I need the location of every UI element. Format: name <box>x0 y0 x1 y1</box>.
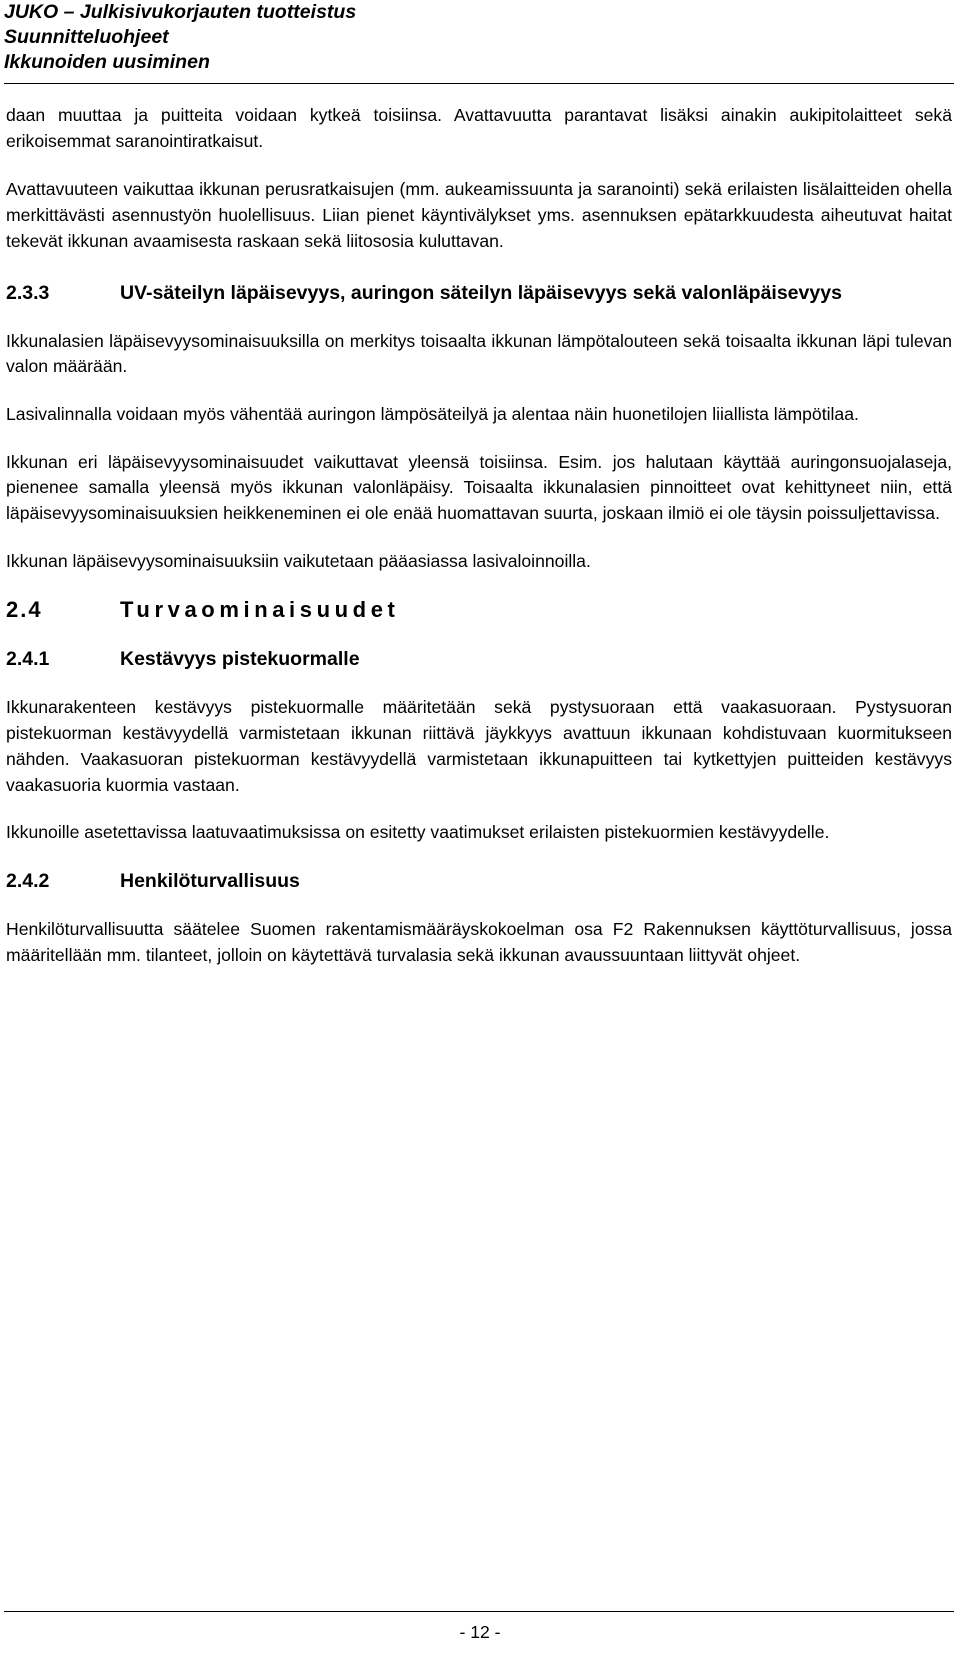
document-body <box>6 103 952 968</box>
section-number: 2.4 <box>6 597 43 623</box>
header-divider <box>4 83 954 84</box>
section-heading-2-4-2 <box>6 868 952 895</box>
section-heading-2-4 <box>6 596 952 624</box>
section-title: UV-säteilyn läpäisevyys, auringon säteilyn läpäisevyys sekä valonläpäisevyys <box>120 281 842 304</box>
section-number: 2.3.3 <box>6 281 50 304</box>
header-project-title: JUKO – Julkisivukorjauten tuotteistus <box>4 1 357 23</box>
section-heading-2-4-1 <box>6 646 952 673</box>
paragraph-avattavuus-factors: Avattavuuteen vaikuttaa ikkunan perusratkaisujen (mm. aukeamissuunta ja saranointi) sekä erilaisten lisälaitteiden ohella merkittävästi asennustyön huolellisuus. Liian pienet käyntivälykset yms. asennuksen epätarkkuudesta aiheutuvat haitat tekevät ikkunan avaamisesta raskaan sekä liitososia kuluttavan. <box>6 179 952 251</box>
header-subtitle: Suunnitteluohjeet <box>4 26 169 48</box>
footer-divider <box>4 1611 954 1612</box>
section-title: Turvaominaisuudet <box>120 597 400 623</box>
section-title: Henkilöturvallisuus <box>120 869 300 892</box>
paragraph-lasivalinta: Lasivalinnalla voidaan myös vähentää auringon lämpösäteilyä ja alentaa näin huonetilojen liiallista lämpötilaa. <box>6 403 859 424</box>
paragraph-laatuvaatimukset: Ikkunoille asetettavissa laatuvaatimuksissa on esitetty vaatimukset erilaisten pistekuormien kestävyydelle. <box>6 822 830 843</box>
paragraph-lapaisevyys-relations: Ikkunan eri läpäisevyysominaisuudet vaikuttavat yleensä toisiinsa. Esim. jos halutaan käyttää auringonsuojalaseja, pienenee samalla yleensä myös ikkunan valonläpäisy. Toisaalta ikkunalasien pinnoitteet ovat kehittyneet niin, että läpäisevyysominaisuuksien heikkeneminen ei ole enää huomattavan suurta, joskaan ilmiö ei ole täysin poissuljettavissa. <box>6 451 952 524</box>
section-title: Kestävyys pistekuormalle <box>120 648 360 671</box>
header-topic: Ikkunoiden uusiminen <box>4 51 210 73</box>
page-number: - 12 - <box>459 1622 501 1642</box>
section-number: 2.4.1 <box>6 648 50 671</box>
paragraph-lasivaloinnat: Ikkunan läpäisevyysominaisuuksiin vaikutetaan pääasiassa lasivaloinnoilla. <box>6 550 591 571</box>
page-header <box>4 0 954 75</box>
paragraph-pistekuorma: Ikkunarakenteen kestävyys pistekuormalle määritetään sekä pystysuoraan että vaakasuoraan. Pystysuoran pistekuorman kestävyydellä varmistetaan ikkunan riittävä jäykkyys avattuun ikkunaan kohdistuvaan kuormitukseen nähden. Vaakasuoran pistekuorman kestävyydellä varmistetaan ikkunapuitteen tai kytkettyjen puitteiden kestävyys vaakasuoria kuormia vastaan. <box>6 697 952 795</box>
paragraph-henkiloturvallisuus: Henkilöturvallisuutta säätelee Suomen rakentamismääräyskokoelman osa F2 Rakennuksen käyttöturvallisuus, jossa määritellään mm. tilanteet, jolloin on käytettävä turvalasia sekä ikkunan avaussuuntaan liittyvät ohjeet. <box>6 918 952 965</box>
section-number: 2.4.2 <box>6 869 50 892</box>
section-heading-2-3-3 <box>6 280 952 307</box>
paragraph-avattavuus-continued: daan muuttaa ja puitteita voidaan kytkeä toisiinsa. Avattavuutta parantavat lisäksi ainakin aukipitolaitteet sekä erikoisemmat saranointiratkaisut. <box>6 105 952 151</box>
paragraph-lapaisevyys-intro: Ikkunalasien läpäisevyysominaisuuksilla on merkitys toisaalta ikkunan lämpötalouteen sekä toisaalta ikkunan läpi tulevan valon määrään. <box>6 330 952 377</box>
